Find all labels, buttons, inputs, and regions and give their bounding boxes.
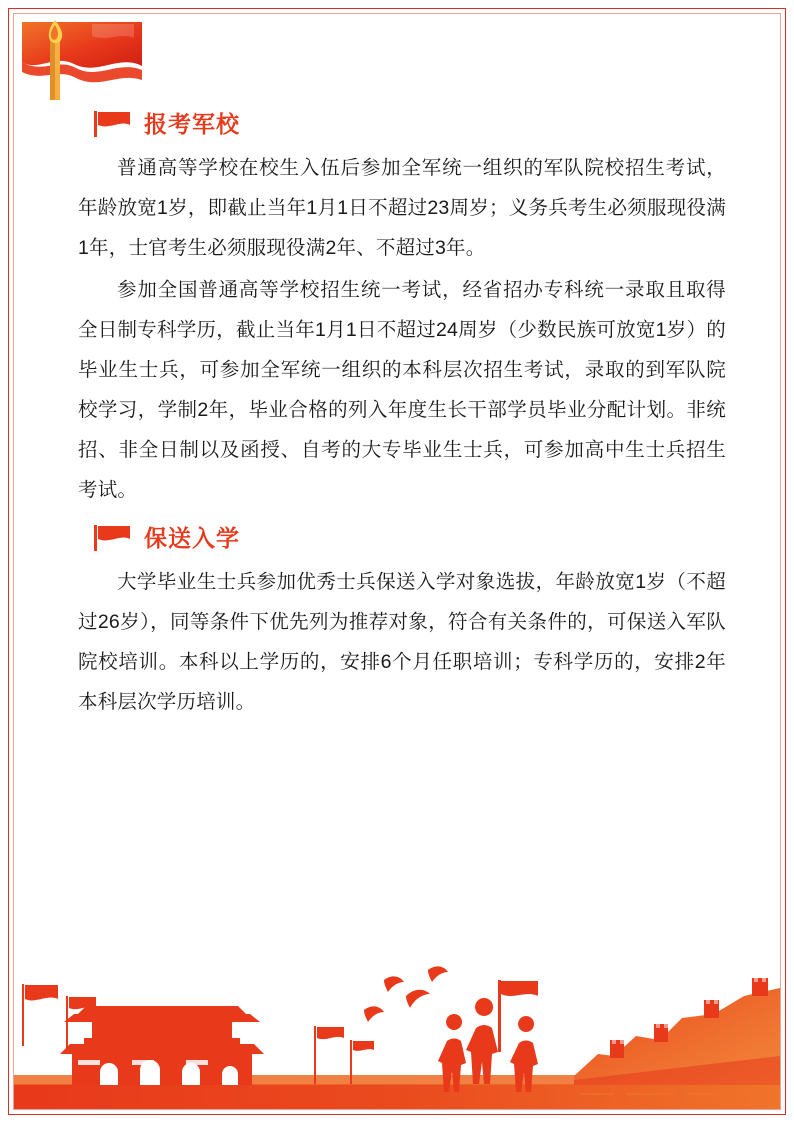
red-flag-icon: [94, 524, 132, 552]
section-body: [70, 562, 730, 722]
paragraph: 大学毕业生士兵参加优秀士兵保送入学对象选拔，年龄放宽1岁（不超过26岁），同等条件下优先列为推荐对象，符合有关条件的，可保送入军队院校培训。本科以上学历的，安排6个月任职培训；专科学历的，安排2年本科层次学历培训。: [78, 571, 726, 713]
section-title: 保送入学: [144, 524, 240, 551]
section-body: [70, 148, 730, 510]
section-apply-military-academy: [70, 110, 730, 510]
paragraph: 参加全国普通高等学校招生统一考试，经省招办专科统一录取且取得全日制专科学历，截止当年1月1日不超过24周岁（少数民族可放宽1岁）的毕业生士兵，可参加全军统一组织的本科层次招生考试，录取的到军队院校学习，学制2年，毕业合格的列入年度生长干部学员毕业分配计划。非统招、非全日制以及函授、自考的大专毕业生士兵，可参加高中生士兵招生考试。: [78, 279, 726, 501]
red-flag-icon: [94, 110, 132, 138]
section-header: [94, 110, 730, 138]
document-content: [70, 96, 730, 728]
torch-with-red-flags-emblem: [14, 14, 149, 106]
paragraph: 普通高等学校在校生入伍后参加全军统一组织的军队院校招生考试，年龄放宽1岁，即截止当年1月1日不超过23周岁；义务兵考生必须服现役满1年，士官考生必须服现役满2年、不超过3年。: [78, 157, 726, 259]
section-recommended-admission: [70, 524, 730, 722]
section-header: [94, 524, 730, 552]
tiananmen-great-wall-soldiers-banner: [14, 944, 780, 1109]
section-title: 报考军校: [144, 110, 240, 137]
